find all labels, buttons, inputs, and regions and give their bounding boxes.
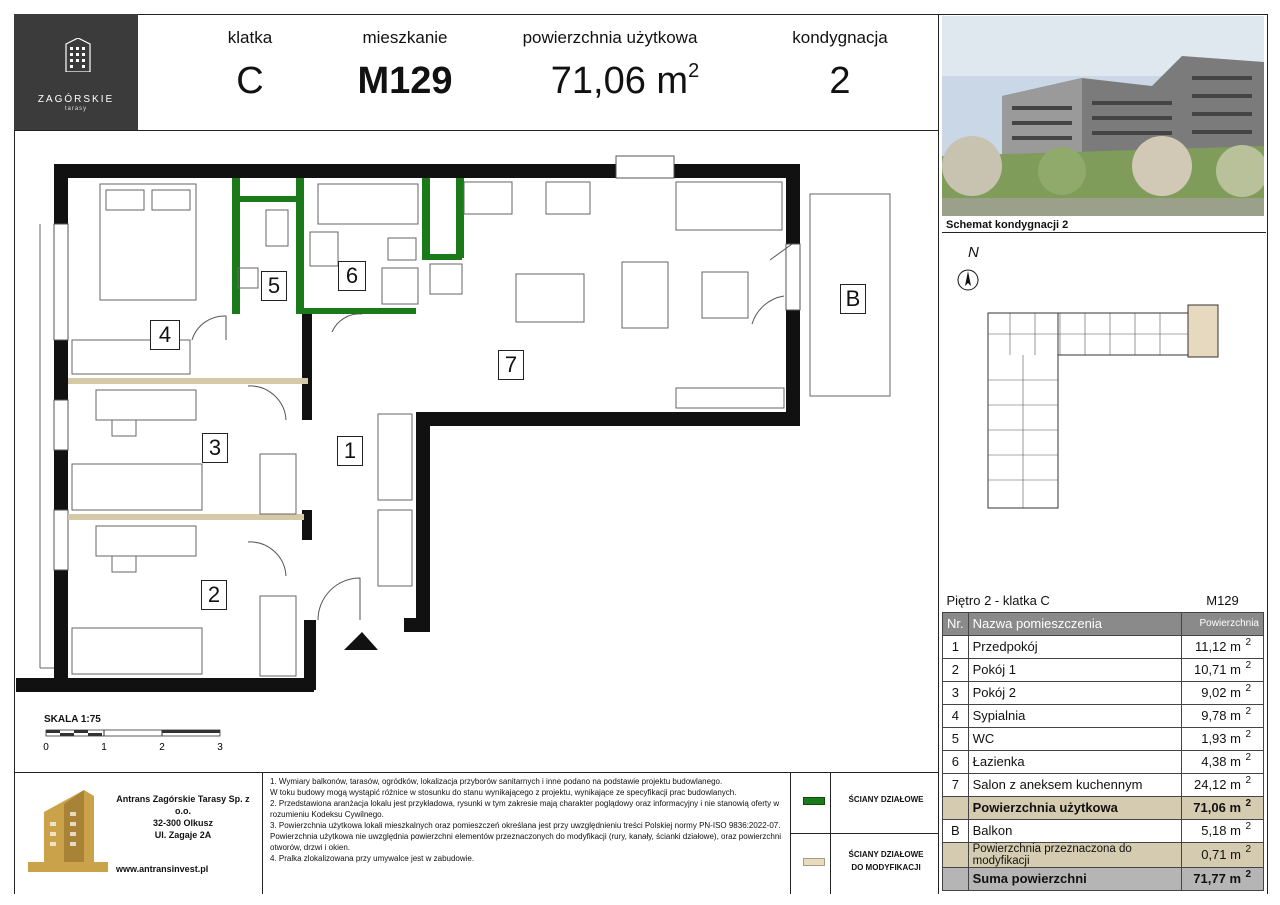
footer-divider bbox=[14, 772, 938, 773]
row-area: 71,06 m 2 bbox=[1182, 796, 1264, 819]
footer-divider bbox=[262, 772, 263, 894]
table-title: Piętro 2 - klatka C bbox=[943, 589, 1182, 612]
frame-border bbox=[14, 14, 15, 894]
brand-logo bbox=[14, 14, 138, 130]
row-area: 4,38 m 2 bbox=[1182, 750, 1264, 773]
room-number-5: 5 bbox=[261, 271, 287, 301]
mieszkanie-label: mieszkanie bbox=[362, 28, 448, 47]
legend-swatch-modif bbox=[803, 858, 825, 866]
floor-key-plan bbox=[980, 295, 1220, 510]
note-line: Powierzchnia użytkowa nie uwzględnia powierzchni elementów przeznaczonych do modyfikacji (rury, kanały, ścianki działowe), oraz powierzchni bbox=[270, 832, 782, 841]
north-label: N bbox=[968, 244, 979, 261]
scale-bar bbox=[40, 728, 230, 754]
room-number-4: 4 bbox=[150, 320, 180, 350]
row-name: WC bbox=[968, 727, 1181, 750]
company-city: 32-300 Olkusz bbox=[152, 818, 214, 828]
schemat-title: Schemat kondygnacji 2 bbox=[946, 219, 1069, 231]
row-name: Łazienka bbox=[968, 750, 1181, 773]
room-number-6: 6 bbox=[338, 261, 366, 291]
note-line: 1. Wymiary balkonów, tarasów, ogródków, lokalizacja przyborów sanitarnych i inne podano na podstawie projektu budowlanego. bbox=[270, 777, 723, 786]
note-line: otworów, drzwi i okien. bbox=[270, 843, 351, 852]
table-row bbox=[943, 727, 1264, 750]
note-line: W toku budowy mogą wystąpić różnice w stosunku do stanu wynikającego z projektu, wynikające ze specyfikacji prac budowlanych. bbox=[270, 788, 737, 797]
company-street: Ul. Zagaje 2A bbox=[154, 830, 212, 840]
table-row bbox=[943, 658, 1264, 681]
building-logo-icon bbox=[64, 38, 92, 72]
compass-icon bbox=[956, 268, 980, 292]
row-area: 9,78 m 2 bbox=[1182, 704, 1264, 727]
row-nr: 7 bbox=[943, 773, 969, 796]
table-row bbox=[943, 750, 1264, 773]
floor-label: kondygnacja bbox=[792, 28, 888, 47]
header-divider bbox=[14, 130, 938, 131]
legend-line: DO MODYFIKACJI bbox=[851, 863, 921, 872]
row-name: Przedpokój bbox=[968, 635, 1181, 658]
logo-sub: tarasy bbox=[64, 106, 88, 112]
table-title-row bbox=[943, 589, 1264, 612]
scale-tick: 1 bbox=[101, 742, 107, 753]
note-line: rozumieniu Kodeksu Cywilnego. bbox=[270, 810, 384, 819]
logo-name: ZAGÓRSKIE bbox=[37, 94, 115, 105]
footer-divider bbox=[790, 833, 938, 834]
legend-swatch-partition bbox=[803, 797, 825, 805]
note-line: 4. Pralka zlokalizowana przy umywalce jest w zabudowie. bbox=[270, 854, 475, 863]
scale-label: SKALA 1:75 bbox=[44, 714, 101, 725]
schemat-divider bbox=[942, 232, 1266, 233]
modif-area-row bbox=[943, 842, 1264, 867]
table-apt: M129 bbox=[1182, 589, 1264, 612]
row-area: 1,93 m 2 bbox=[1182, 727, 1264, 750]
usable-area-row bbox=[943, 796, 1264, 819]
row-nr: 4 bbox=[943, 704, 969, 727]
scale-tick: 2 bbox=[159, 742, 165, 753]
row-area: 5,18 m 2 bbox=[1182, 819, 1264, 842]
table-row bbox=[943, 681, 1264, 704]
col-nr: Nr. bbox=[943, 612, 969, 635]
row-nr: 2 bbox=[943, 658, 969, 681]
room-number-7: 7 bbox=[498, 350, 524, 380]
row-area: 71,77 m 2 bbox=[1182, 867, 1264, 890]
klatka-label: klatka bbox=[227, 28, 273, 47]
balcony-label: B bbox=[840, 284, 866, 314]
klatka-value: C bbox=[236, 60, 264, 102]
company-website[interactable]: www.antransinvest.pl bbox=[116, 864, 209, 874]
room-number-3: 3 bbox=[202, 433, 228, 463]
legend-label-modif bbox=[836, 848, 936, 874]
row-nr: 3 bbox=[943, 681, 969, 704]
floor-value: 2 bbox=[829, 60, 851, 102]
row-nr: B bbox=[943, 819, 969, 842]
row-nr: 1 bbox=[943, 635, 969, 658]
row-name: Powierzchnia przeznaczona do modyfikacji bbox=[968, 842, 1181, 867]
mieszkanie-value: M129 bbox=[357, 60, 453, 102]
area-table bbox=[942, 589, 1264, 891]
table-row bbox=[943, 704, 1264, 727]
floor-plan bbox=[16, 150, 916, 710]
row-area: 0,71 m 2 bbox=[1182, 842, 1264, 867]
frame-border bbox=[1267, 14, 1268, 894]
row-nr: 5 bbox=[943, 727, 969, 750]
table-header-row bbox=[943, 612, 1264, 635]
col-name: Nazwa pomieszczenia bbox=[968, 612, 1181, 635]
row-name: Sypialnia bbox=[968, 704, 1181, 727]
row-area: 10,71 m 2 bbox=[1182, 658, 1264, 681]
note-line: 2. Przedstawiona aranżacja lokalu jest przykładowa, rysunki w tym zakresie mają charakter poglądowy oraz informacyjny i nie stanowią oferty w bbox=[270, 799, 780, 808]
legend-line: ŚCIANY DZIAŁOWE bbox=[848, 850, 924, 859]
building-photo bbox=[942, 16, 1264, 216]
frame-border bbox=[14, 14, 1268, 15]
balcony-row bbox=[943, 819, 1264, 842]
area-label: powierzchnia użytkowa bbox=[522, 28, 698, 47]
scale-tick: 0 bbox=[43, 742, 49, 753]
area-value: 71,06 $m^2$ bbox=[550, 60, 700, 102]
row-name: Balkon bbox=[968, 819, 1181, 842]
notes bbox=[270, 776, 790, 864]
table-row bbox=[943, 635, 1264, 658]
legend-label-partition: ŚCIANY DZIAŁOWE bbox=[848, 795, 924, 804]
table-row bbox=[943, 773, 1264, 796]
frame-border bbox=[938, 14, 939, 894]
row-area: 11,12 m 2 bbox=[1182, 635, 1264, 658]
row-name: Pokój 2 bbox=[968, 681, 1181, 704]
company-info bbox=[108, 793, 258, 841]
room-number-1: 1 bbox=[337, 436, 363, 466]
col-area: Powierzchnia bbox=[1182, 612, 1264, 635]
row-area: 9,02 m 2 bbox=[1182, 681, 1264, 704]
row-name: Salon z aneksem kuchennym bbox=[968, 773, 1181, 796]
row-name: Powierzchnia użytkowa bbox=[968, 796, 1181, 819]
scale-tick: 3 bbox=[217, 742, 223, 753]
row-area: 24,12 m 2 bbox=[1182, 773, 1264, 796]
row-nr: 6 bbox=[943, 750, 969, 773]
company-name: Antrans Zagórskie Tarasy Sp. z o.o. bbox=[116, 794, 250, 816]
room-number-2: 2 bbox=[201, 580, 227, 610]
note-line: 3. Powierzchnia użytkowa lokali mieszkalnych oraz pomieszczeń określana jest przy uwzględnieniu treści Polskiej normy PN-ISO 9836:2022-07. bbox=[270, 821, 781, 830]
row-name: Pokój 1 bbox=[968, 658, 1181, 681]
total-area-row bbox=[943, 867, 1264, 890]
row-name: Suma powierzchni bbox=[968, 867, 1181, 890]
